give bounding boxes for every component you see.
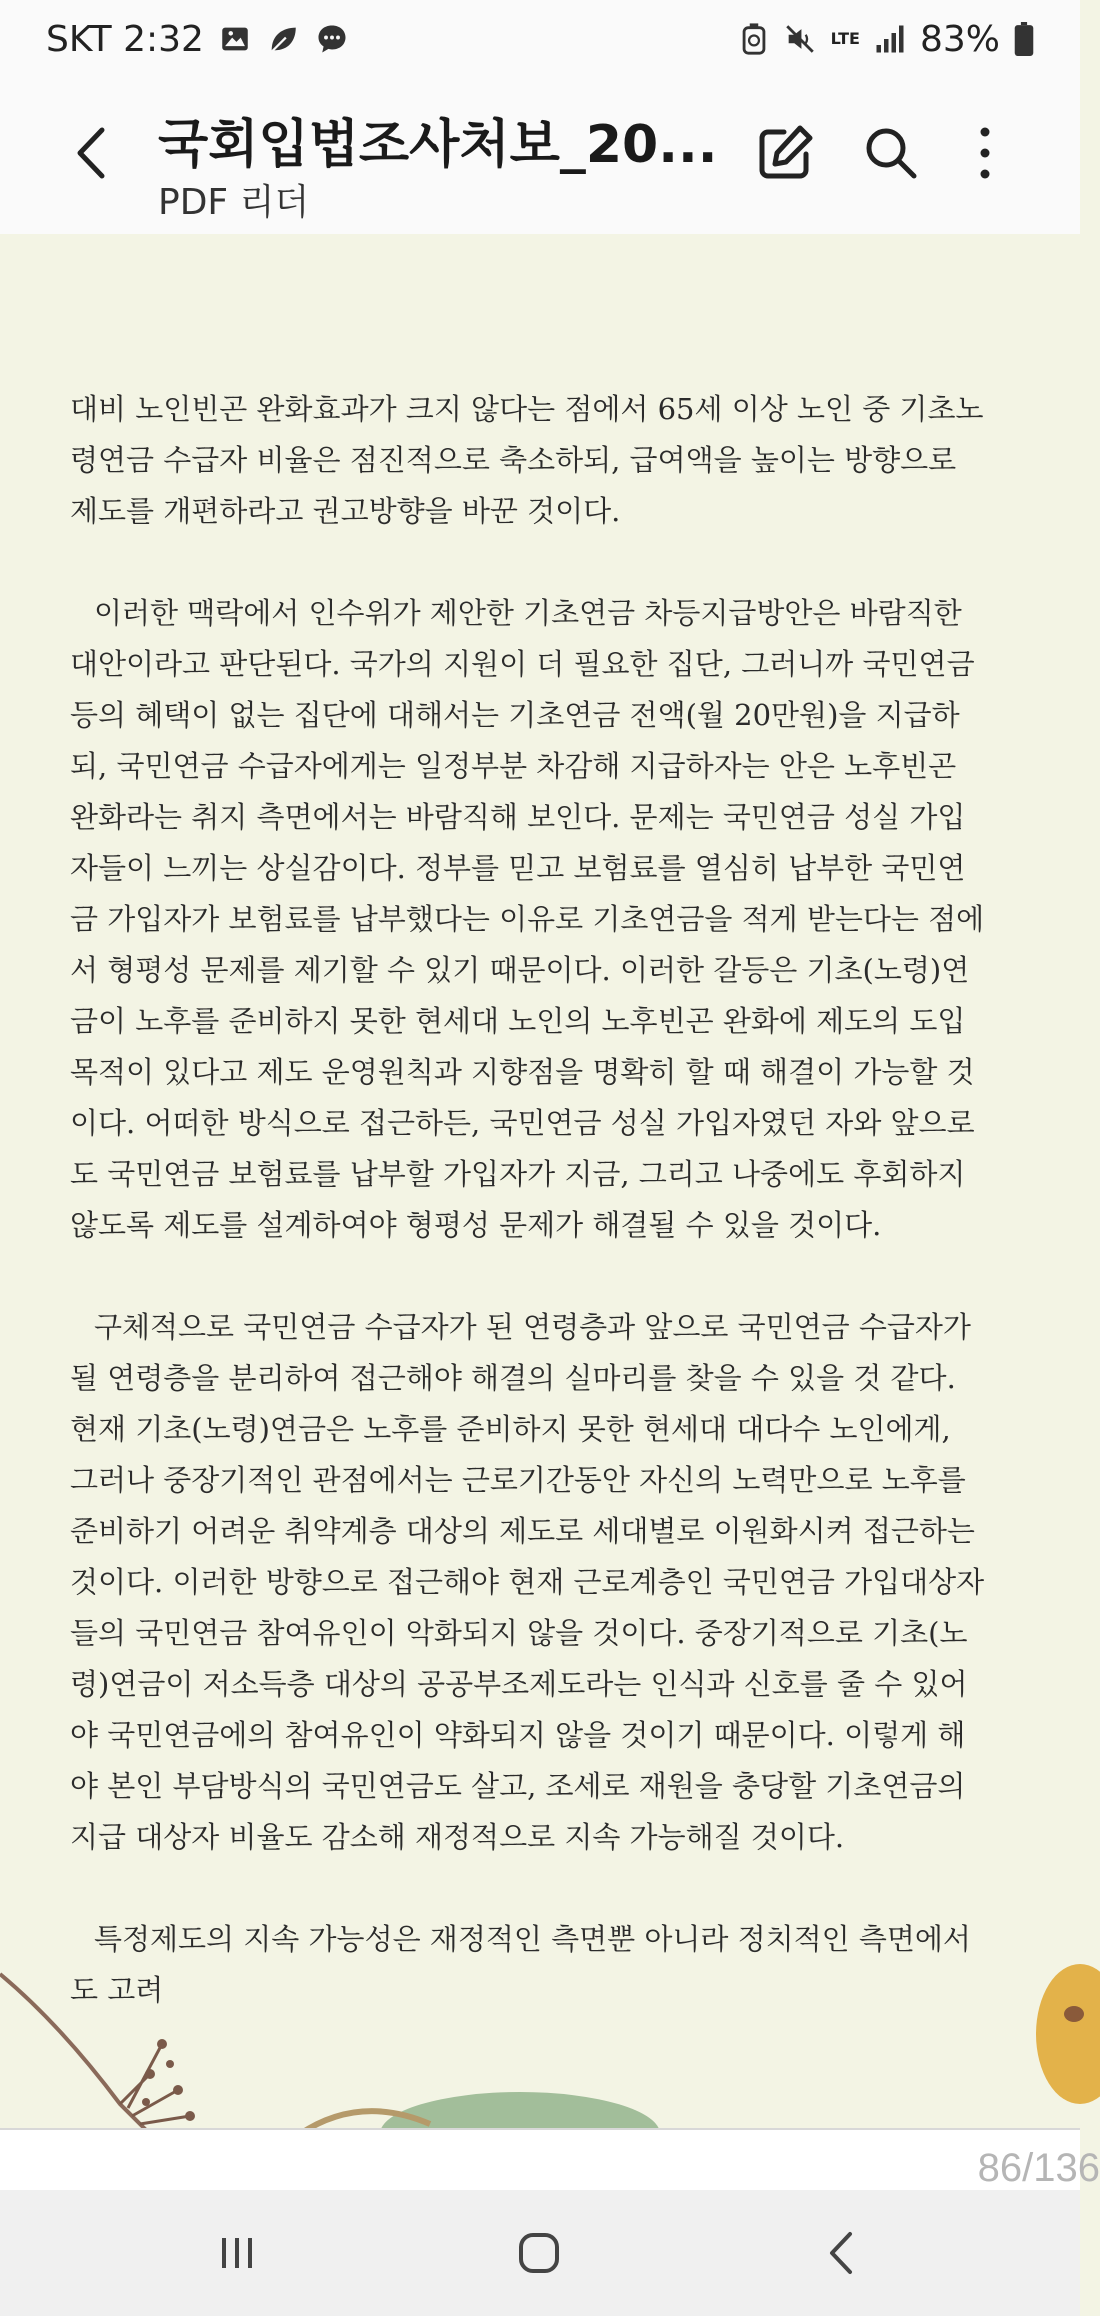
document-title: 국회입법조사처보_20... [158,115,718,175]
recents-icon[interactable] [202,2220,272,2286]
edit-icon[interactable] [750,118,820,188]
more-vert-icon[interactable] [950,118,1020,188]
system-nav-bar [0,2190,1080,2316]
paragraph: 구체적으로 국민연금 수급자가 된 연령층과 앞으로 국민연금 수급자가 될 연령층을 분리하여 접근해야 해결의 실마리를 찾을 수 있을 것 같다. 현재 기초(노령)연금은 노후를 준비하지 못한 현세대 대다수 노인에게, 그러나 중장기적인 관점에서는 근로기간동안 자신의 노력만으로 노후를 준비하기 어려운 취약계층 대상의 제도로 세대별로 이원화시켜 접근하는 것이다. 이러한 방향으로 접근해야 현재 근로계층인 국민연금 가입대상자들의 국민연금 참여유인이 악화되지 않을 것이다. 중장기적으로 기초(노령)연금이 저소득층 대상의 공공부조제도라는 인식과 신호를 줄 수 있어야 국민연금에의 참여유인이 약화되지 않을 것이기 때문이다. 이렇게 해야 본인 부담방식의 국민연금도 살고, 조세로 재원을 충당할 기초연금의 지급 대상자 비율도 감소해 재정적으로 지속 가능해질 것이다. [70,1310,985,1854]
paragraph: 특정제도의 지속 가능성은 재정적인 측면뿐 아니라 정치적인 측면에서도 고려 [70,1922,971,2007]
signal-icon [874,24,906,54]
battery-saver-icon [739,22,769,56]
app-bar [0,78,1080,235]
pdf-page[interactable] [0,234,1080,2128]
battery-percent: 83% [919,18,1000,60]
paragraph: 대비 노인빈곤 완화효과가 크지 않다는 점에서 65세 이상 노인 중 기초노령연금 수급자 비율은 점진적으로 축소하되, 급여액을 높이는 방향으로 제도를 개편하라고 권고방향을 바꾼 것이다. [70,392,984,528]
leaf-notification-icon [266,22,300,56]
page-indicator: 86/136 [977,2146,1100,2190]
gallery-notification-icon [218,22,252,56]
status-time: SKT 2:32 [46,18,204,60]
search-icon[interactable] [856,118,926,188]
viewer-bottom-bar [0,2128,1100,2192]
status-bar [0,0,1080,78]
back-arrow-icon[interactable] [60,118,130,188]
nav-back-icon[interactable] [808,2220,878,2286]
chat-notification-icon [314,21,350,57]
home-icon[interactable] [504,2220,574,2286]
app-name: PDF 리더 [158,182,310,223]
paragraph: 이러한 맥락에서 인수위가 제안한 기초연금 차등지급방안은 바람직한 대안이라고 판단된다. 국가의 지원이 더 필요한 집단, 그러니까 국민연금 등의 혜택이 없는 집단에 대해서는 기초연금 전액(월 20만원)을 지급하되, 국민연금 수급자에게는 일정부분 차감해 지급하자는 안은 노후빈곤 완화라는 취지 측면에서는 바람직해 보인다. 문제는 국민연금 성실 가입자들이 느끼는 상실감이다. 정부를 믿고 보험료를 열심히 납부한 국민연금 가입자가 보험료를 납부했다는 이유로 기초연금을 적게 받는다는 점에서 형평성 문제를 제기할 수 있기 때문이다. 이러한 갈등은 기초(노령)연금이 노후를 준비하지 못한 현세대 노인의 노후빈곤 완화에 제도의 도입 목적이 있다고 제도 운영원칙과 지향점을 명확히 할 때 해결이 가능할 것이다. 어떠한 방식으로 접근하든, 국민연금 성실 가입자였던 자와 앞으로도 국민연금 보험료를 납부할 가입자가 지금, 그리고 나중에도 후회하지 않도록 제도를 설계하여야 형평성 문제가 해결될 수 있을 것이다. [70,596,985,1242]
battery-icon [1014,22,1034,56]
mute-icon [783,22,817,56]
botanical-decoration [0,1894,1080,2134]
document-body [70,384,986,2067]
network-type: LTE [830,29,860,48]
